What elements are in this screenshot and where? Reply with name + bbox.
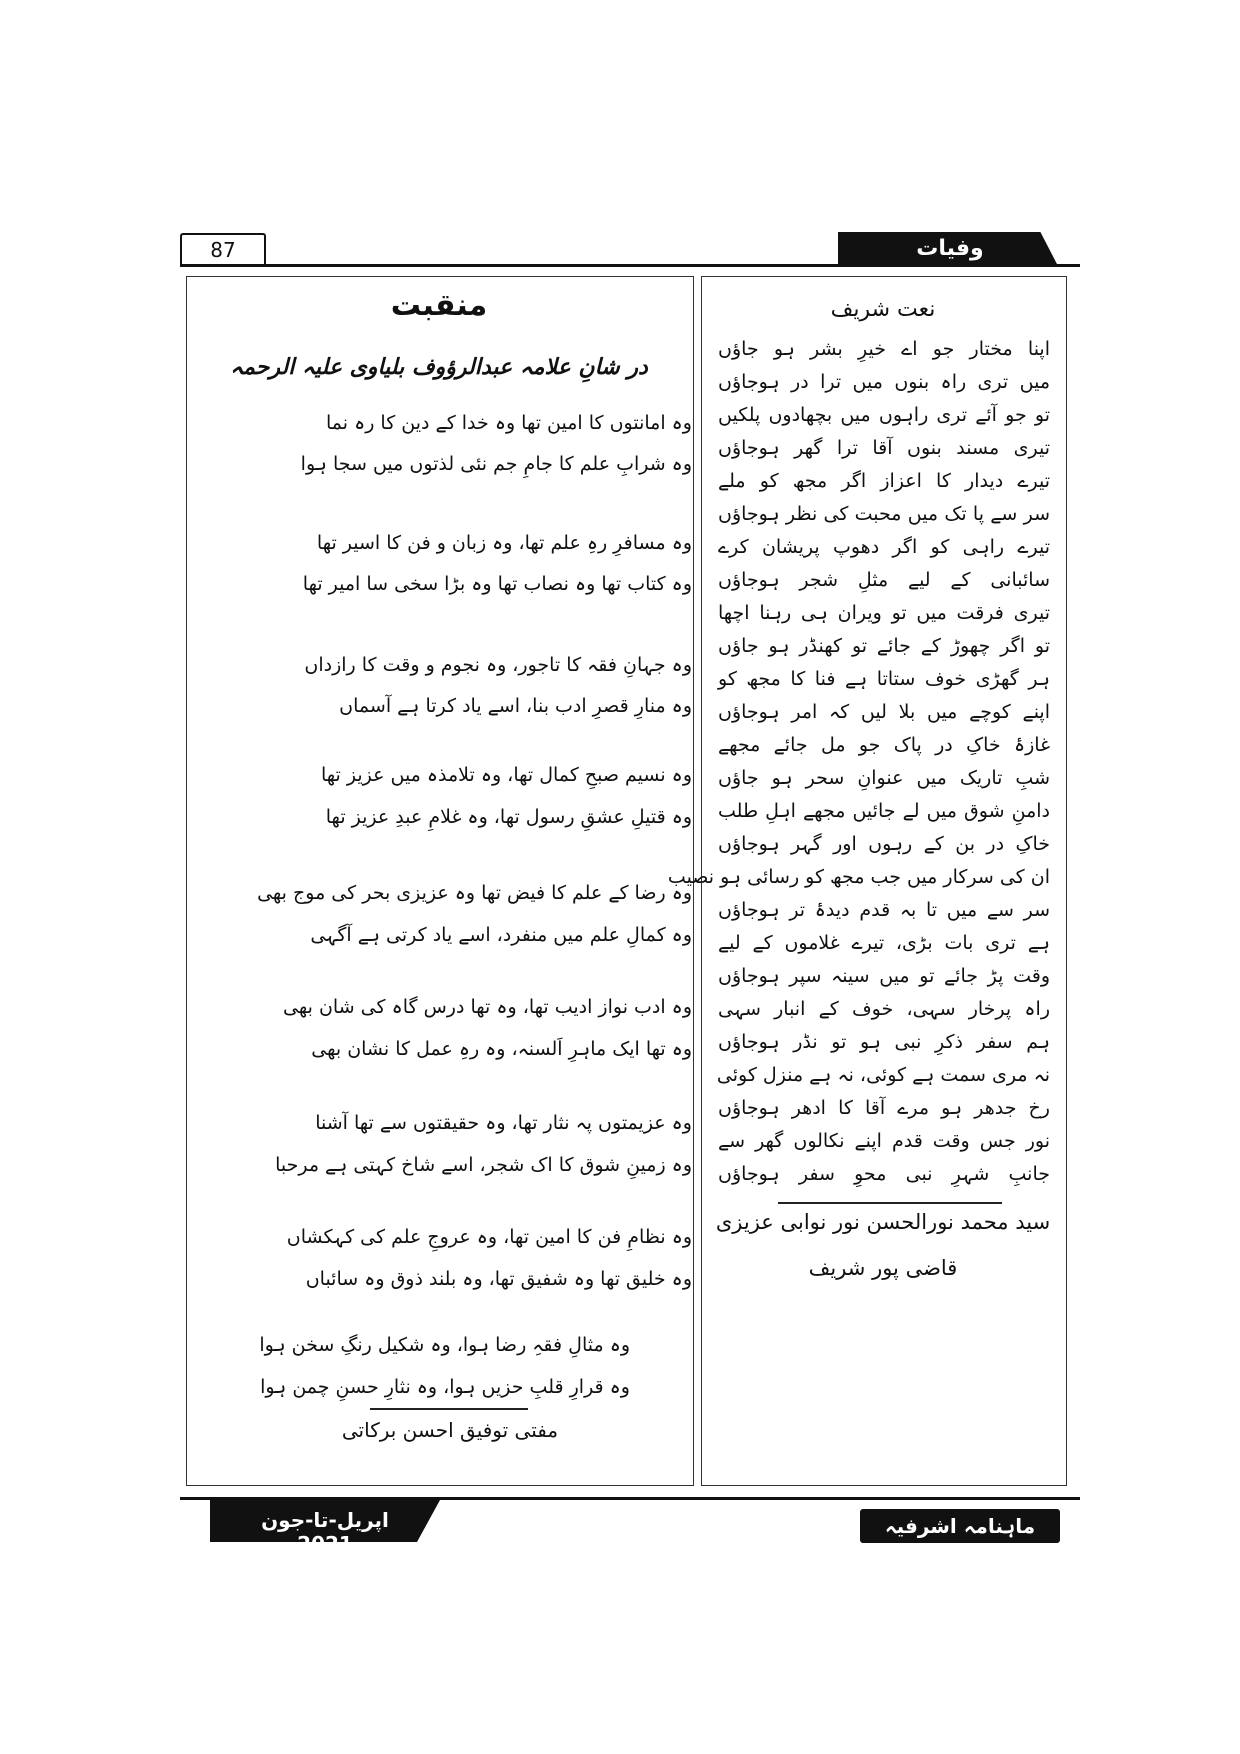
naat-line: نور جس وقت قدم اپنے نکالوں گھر سے xyxy=(718,1130,1050,1152)
footer-rule xyxy=(180,1497,1080,1500)
naat-line: رخ جدھر ہو مرے آقا کا ادھر ہوجاؤں xyxy=(718,1097,1050,1119)
verse-line: وہ امانتوں کا امین تھا وہ خدا کے دین کا رہ نما xyxy=(325,412,692,434)
verse-line: وہ جہانِ فقہ کا تاجور، وہ نجوم و وقت کا رازداں xyxy=(304,654,692,676)
verse-line: وہ نظامِ فن کا امین تھا، وہ عروجِ علم کی کہکشاں xyxy=(286,1226,692,1248)
naat-author: سید محمد نورالحسن نور نوابی عزیزی xyxy=(715,1210,1051,1234)
manqabat-author: مفتی توفیق احسن برکاتی xyxy=(341,1418,559,1442)
verse-line: وہ منارِ قصرِ ادب بنا، اسے یاد کرتا ہے آسماں xyxy=(339,695,692,717)
naat-line: سائبانی کے لیے مثلِ شجر ہوجاؤں xyxy=(718,569,1050,591)
naat-line: اپنا مختار جو اے خیرِ بشر ہو جاؤں xyxy=(718,338,1050,360)
verse-line: وہ زمینِ شوق کا اک شجر، اسے شاخ کہتی ہے مرحبا xyxy=(275,1154,692,1176)
verse-line: وہ عزیمتوں پہ نثار تھا، وہ حقیقتوں سے تھا آشنا xyxy=(315,1112,692,1134)
naat-line: غازۂ خاکِ در پاک جو مل جائے مجھے xyxy=(718,734,1050,756)
naat-place: قاضی پور شریف xyxy=(808,1256,958,1280)
signature-rule xyxy=(778,1202,1002,1204)
verse-line: وہ قتیلِ عشقِ رسول تھا، وہ غلامِ عبدِ عزیز تھا xyxy=(325,806,692,828)
verse-line: وہ تھا ایک ماہرِ اَلسنہ، وہ رہِ عمل کا نشان بھی xyxy=(311,1038,692,1060)
naat-line: ہے تری بات بڑی، تیرے غلاموں کے لیے xyxy=(718,932,1050,954)
naat-line: دامنِ شوق میں لے جائیں مجھے اہلِ طلب xyxy=(718,800,1050,822)
naat-line: خاکِ در بن کے رہوں اور گہر ہوجاؤں xyxy=(718,833,1050,855)
naat-line: سر سے پا تک میں محبت کی نظر ہوجاؤں xyxy=(718,503,1050,525)
naat-line: تو اگر چھوڑ کے جائے تو کھنڈر ہو جاؤں xyxy=(718,635,1050,657)
naat-line: نہ مری سمت ہے کوئی، نہ ہے منزل کوئی xyxy=(716,1064,1050,1086)
naat-line: ہم سفر ذکرِ نبی ہو تو نڈر ہوجاؤں xyxy=(718,1031,1050,1053)
verse-line: وہ رضا کے علم کا فیض تھا وہ عزیزی بحر کی موج بھی xyxy=(257,882,692,904)
manqabat-title: منقبت xyxy=(390,288,488,323)
naat-line: جانبِ شہرِ نبی محوِ سفر ہوجاؤں xyxy=(718,1163,1050,1185)
naat-line: ہر گھڑی خوف ستاتا ہے فنا کا مجھ کو xyxy=(718,668,1050,690)
naat-line: شبِ تاریک میں عنوانِ سحر ہو جاؤں xyxy=(718,767,1050,789)
naat-line: تو جو آئے تری راہوں میں بچھادوں پلکیں xyxy=(718,404,1050,426)
naat-line: اپنے کوچے میں بلا لیں کہ امر ہوجاؤں xyxy=(718,701,1050,723)
closing-line: وہ مثالِ فقہِ رضا ہوا، وہ شکیل رنگِ سخن ہوا xyxy=(259,1334,630,1356)
magazine-name: ماہنامہ اشرفیہ xyxy=(884,1514,1036,1538)
verse-line: وہ ادب نواز ادیب تھا، وہ تھا درس گاہ کی شان بھی xyxy=(283,996,692,1018)
naat-line: وقت پڑ جائے تو میں سینہ سپر ہوجاؤں xyxy=(718,965,1050,987)
naat-line: سر سے میں تا بہ قدم دیدۂ تر ہوجاؤں xyxy=(718,899,1050,921)
naat-line: تیرے دیدار کا اعزاز اگر مجھ کو ملے xyxy=(718,470,1050,492)
verse-line: وہ کتاب تھا وہ نصاب تھا وہ بڑا سخی سا امیر تھا xyxy=(302,573,692,595)
verse-line: وہ مسافرِ رہِ علم تھا، وہ زبان و فن کا اسیر تھا xyxy=(316,532,692,554)
naat-line: تیری فرقت میں تو ویران ہی رہنا اچھا xyxy=(718,602,1050,624)
verse-line: وہ شرابِ علم کا جامِ جم نئی لذتوں میں سجا ہوا xyxy=(300,453,692,475)
verse-line: وہ خلیق تھا وہ شفیق تھا، وہ بلند ذوق وہ سائباں xyxy=(305,1268,692,1290)
manqabat-subtitle: در شانِ علامہ عبدالرؤوف بلیاوی علیہ الرحمہ xyxy=(230,355,648,380)
verse-line: وہ نسیم صبحِ کمال تھا، وہ تلامذہ میں عزیز تھا xyxy=(320,764,692,786)
signature-rule xyxy=(370,1408,528,1410)
naat-line: راہ پرخار سہی، خوف کے انبار سہی xyxy=(718,998,1050,1020)
issue-date: اپریل-تا-جون 2021 xyxy=(261,1508,389,1556)
naat-line: تیرے راہی کو اگر دھوپ پریشان کرے xyxy=(718,536,1050,558)
page-number: 87 xyxy=(180,233,266,267)
naat-line: میں تری راہ بنوں میں ترا در ہوجاؤں xyxy=(718,371,1050,393)
section-label: وفیات xyxy=(916,236,984,261)
closing-line: وہ قرارِ قلبِ حزیں ہوا، وہ نثارِ حسنِ چمن ہوا xyxy=(260,1376,630,1398)
naat-title: نعت شریف xyxy=(830,297,936,322)
verse-line: وہ کمالِ علم میں منفرد، اسے یاد کرتی ہے آگہی xyxy=(310,924,692,946)
naat-line: ان کی سرکار میں جب مجھ کو رسائی ہو نصیب xyxy=(667,866,1050,888)
naat-line: تیری مسند بنوں آقا ترا گھر ہوجاؤں xyxy=(718,437,1050,459)
